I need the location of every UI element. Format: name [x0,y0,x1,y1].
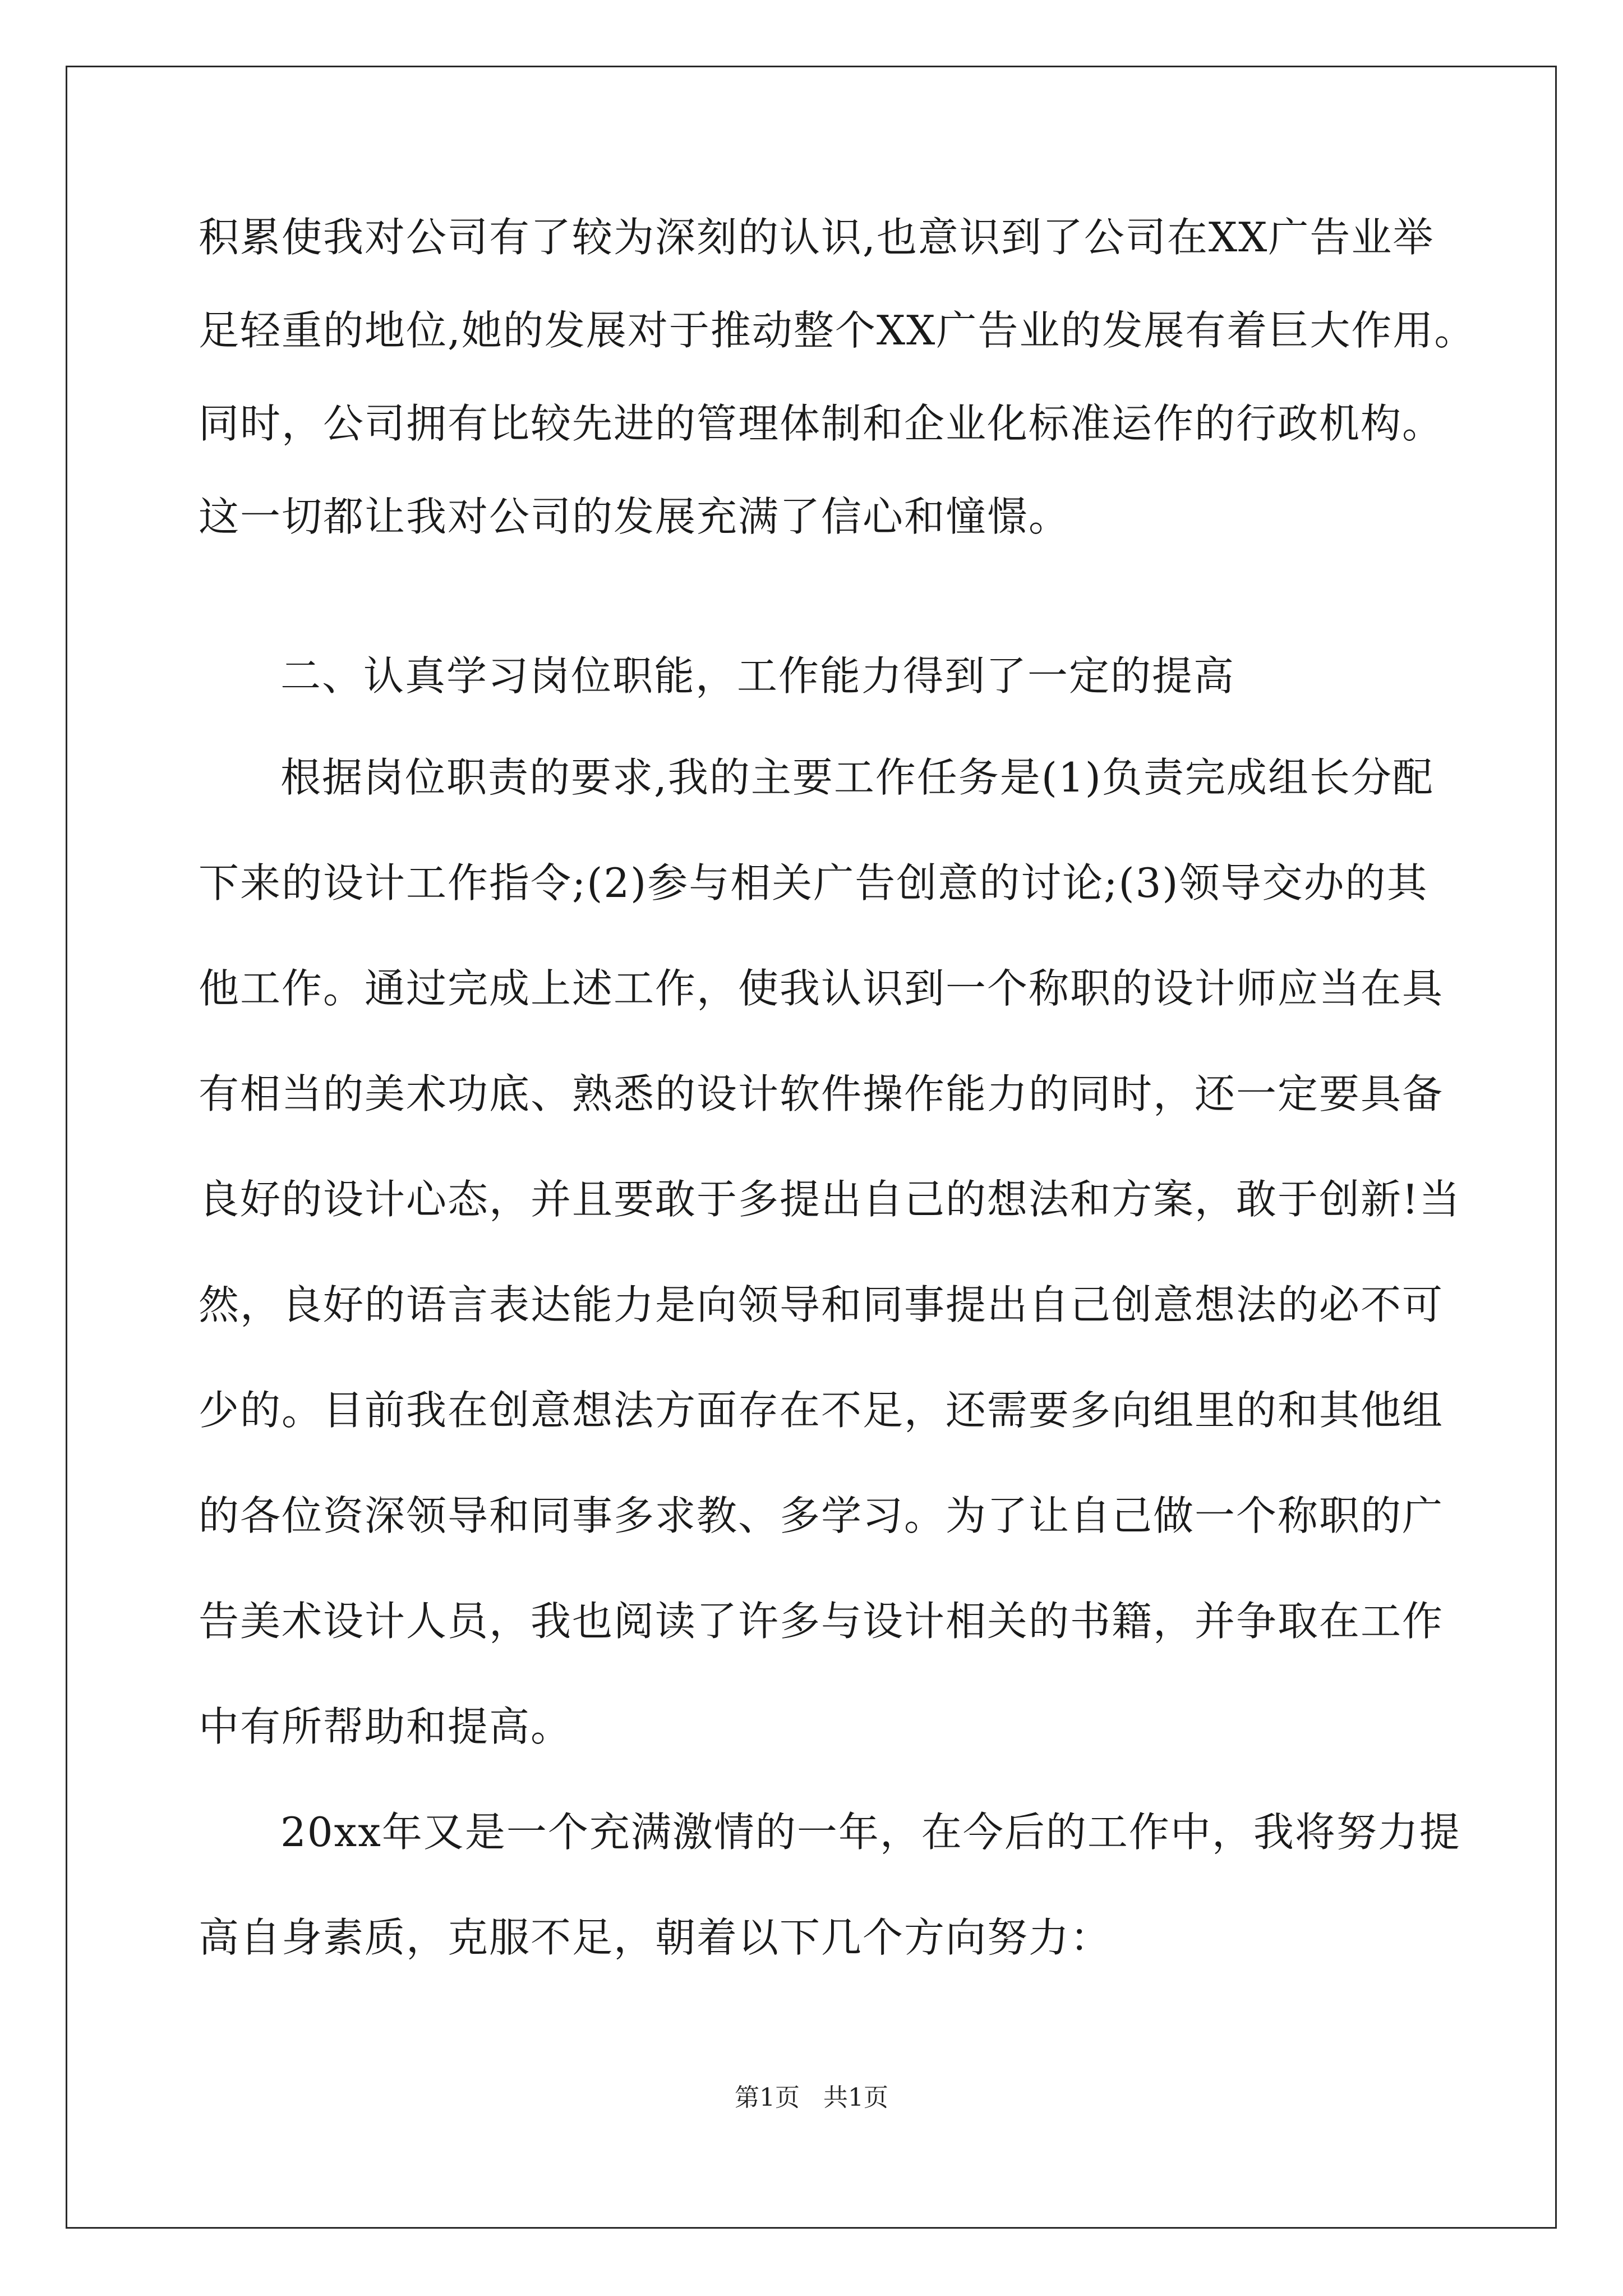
paragraph-line: 少的。目前我在创意想法方面存在不足，还需要多向组里的和其他组 [199,1387,1444,1434]
paragraph-line: 根据岗位职责的要求,我的主要工作任务是(1)负责完成组长分配 [280,754,1434,801]
section-heading: 二、认真学习岗位职能，工作能力得到了一定的提高 [280,652,1235,700]
paragraph-line: 足轻重的地位,她的发展对于推动整个XX广告业的发展有着巨大作用。 [199,307,1476,354]
paragraph-line: 中有所帮助和提高。 [199,1703,573,1750]
paragraph-line: 高自身素质，克服不足，朝着以下几个方向努力： [199,1914,1112,1961]
paragraph-line: 这一切都让我对公司的发展充满了信心和憧憬。 [199,493,1071,540]
paragraph-line: 积累使我对公司有了较为深刻的认识,也意识到了公司在XX广告业举 [199,214,1435,261]
paragraph-line: 的各位资深领导和同事多求教、多学习。为了让自己做一个称职的广 [199,1492,1444,1539]
paragraph-line: 下来的设计工作指令;(2)参与相关广告创意的讨论;(3)领导交办的其 [199,859,1428,907]
page-number-footer: 第1页 共1页 [735,2083,888,2112]
paragraph-line: 他工作。通过完成上述工作，使我认识到一个称职的设计师应当在具 [199,965,1444,1012]
paragraph-line: 20xx年又是一个充满激情的一年，在今后的工作中，我将努力提 [280,1809,1461,1856]
page-border [66,66,1557,2229]
paragraph-line: 良好的设计心态，并且要敢于多提出自己的想法和方案，敢于创新!当 [199,1176,1461,1223]
paragraph-line: 然，良好的语言表达能力是向领导和同事提出自己创意想法的必不可 [199,1281,1444,1328]
paragraph-line: 同时，公司拥有比较先进的管理体制和企业化标准运作的行政机构。 [199,400,1444,447]
paragraph-line: 有相当的美术功底、熟悉的设计软件操作能力的同时，还一定要具备 [199,1070,1444,1117]
paragraph-line: 告美术设计人员，我也阅读了许多与设计相关的书籍，并争取在工作 [199,1598,1444,1645]
